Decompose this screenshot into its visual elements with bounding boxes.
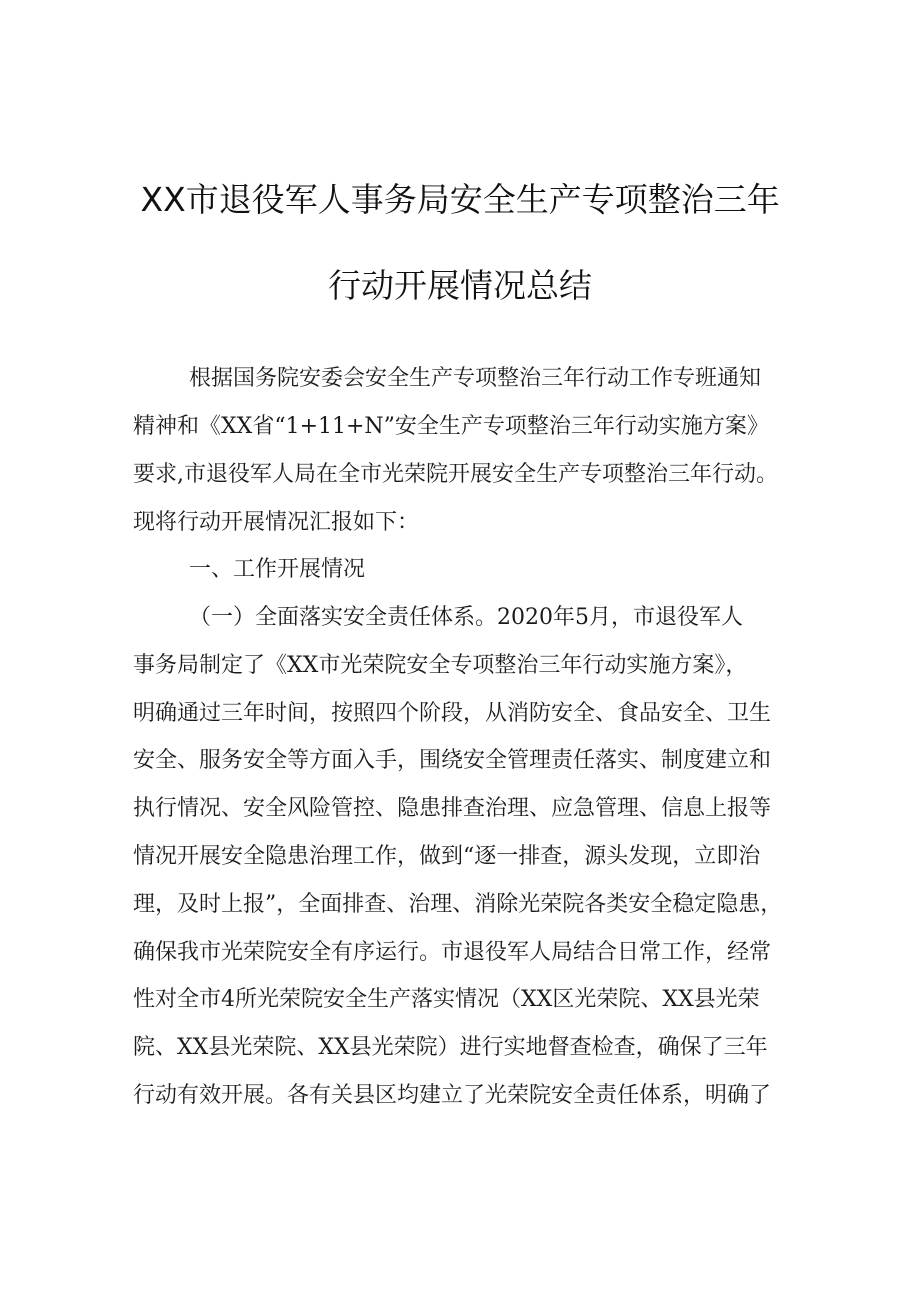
- section-line: 院、XX县光荣院、XX县光荣院）进行实地督查检查，确保了三年: [133, 1035, 768, 1060]
- section-line: 行动有效开展。各有关县区均建立了光荣院安全责任体系，明确了: [133, 1083, 772, 1108]
- section-line: 确保我市光荣院安全有序运行。市退役军人局结合日常工作，经常: [133, 940, 772, 965]
- section-line: 性对全市4所光荣院安全生产落实情况（XX区光荣院、XX县光荣: [133, 987, 760, 1012]
- section-line: （一）全面落实安全责任体系。2020年5月，市退役军人: [189, 605, 743, 630]
- section-line: 执行情况、安全风险管控、隐患排查治理、应急管理、信息上报等: [133, 796, 772, 821]
- intro-line: 根据国务院安委会安全生产专项整治三年行动工作专班通知: [189, 366, 762, 391]
- intro-line: 现将行动开展情况汇报如下：: [133, 510, 420, 535]
- section-line: 理，及时上报”，全面排查、治理、消除光荣院各类安全稳定隐患，: [133, 892, 783, 917]
- intro-line: 要求,市退役军人局在全市光荣院开展安全生产专项整治三年行动。: [133, 462, 778, 487]
- section-line: 事务局制定了《XX市光荣院安全专项整治三年行动实施方案》，: [133, 653, 748, 678]
- section-line: 明确通过三年时间，按照四个阶段，从消防安全、食品安全、卫生: [133, 701, 772, 726]
- section-line: 安全、服务安全等方面入手，围绕安全管理责任落实、制度建立和: [133, 748, 772, 773]
- document-title-line-1: XX市退役军人事务局安全生产专项整治三年: [140, 180, 780, 219]
- section-heading: 一、工作开展情况: [189, 557, 366, 582]
- document-title-line-2: 行动开展情况总结: [328, 266, 592, 305]
- intro-line: 精神和《XX省“1+11+N”安全生产专项整治三年行动实施方案》: [133, 414, 769, 439]
- section-line: 情况开展安全隐患治理工作，做到“逐一排查，源头发现，立即治: [133, 844, 761, 869]
